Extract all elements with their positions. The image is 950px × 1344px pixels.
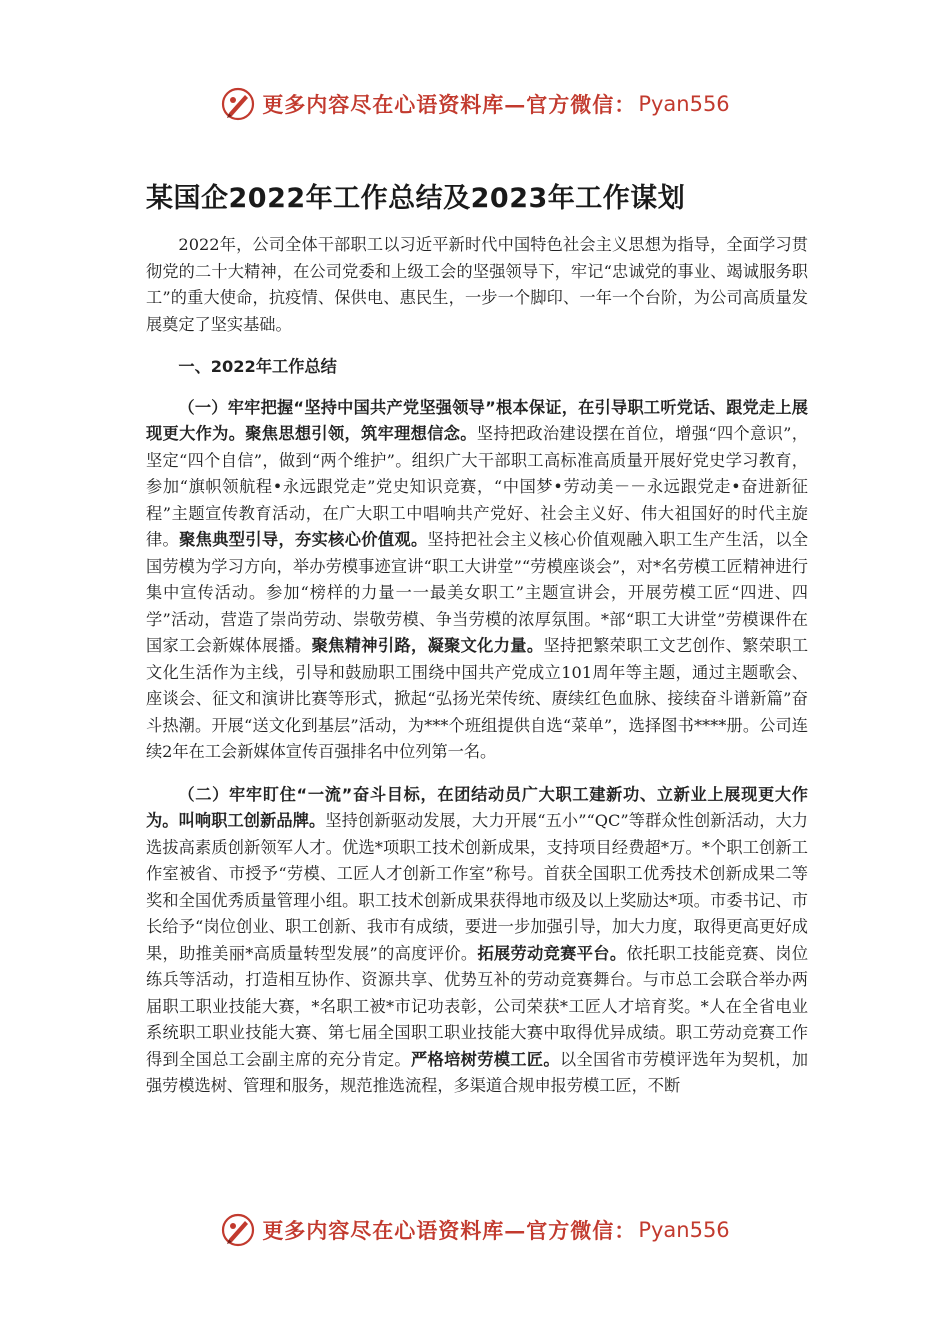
bold-lead: （一）牢牢把握“坚持中国共产党坚强领导”根本保证，在引导职工听党话、跟党走上展现更大作为。聚焦思想引领，筑牢理想信念。 <box>146 397 808 443</box>
bold-lead: 拓展劳动竞赛平台。 <box>477 943 627 963</box>
pen-logo-icon <box>220 86 256 122</box>
header-banner <box>0 82 950 126</box>
bold-lead: 严格培树劳模工匠。 <box>410 1049 560 1069</box>
pen-logo-icon <box>220 1212 256 1248</box>
paragraph-text: 依托职工技能竞赛、岗位练兵等活动，打造相互协作、资源共享、优势互补的劳动竞赛舞台。与市总工会联合举办两届职工职业技能大赛，*名职工被*市记功表彰，公司荣获*工匠人才培育奖。*人在全省电业系统职工职业技能大赛、第七届全国职工职业技能大赛中取得优异成绩。职工劳动竞赛工作得到全国总工会副主席的充分肯定。 <box>146 943 809 1069</box>
banner-text: 更多内容尽在心语资料库—官方微信： <box>262 1218 637 1243</box>
bold-lead: （二）牢牢盯住“一流”奋斗目标，在团结动员广大职工建新功、立新业上展现更大作为。叫响职工创新品牌。 <box>146 784 808 830</box>
paragraph-text: 坚持把政治建设摆在首位，增强“四个意识”，坚定“四个自信”，做到“两个维护”。组织广大干部职工高标准高质量开展好党史学习教育，参加“旗帜领航程•永远跟党走”党史知识竞赛，“中国梦•劳动美－－永远跟党走•奋进新征程”主题宣传教育活动，在广大职工中唱响共产党好、社会主义好、伟大祖国好的时代主旋律。 <box>146 424 808 549</box>
intro-paragraph: 2022年，公司全体干部职工以习近平新时代中国特色社会主义思想为指导，全面学习贯彻党的二十大精神，在公司党委和上级工会的坚强领导下，牢记“忠诚党的事业、竭诚服务职工”的重大使命，抗疫情、保供电、惠民生，一步一个脚印、一年一个台阶，为公司高质量发展奠定了坚实基础。 <box>146 235 808 334</box>
section-heading: 一、2022年工作总结 <box>178 357 337 376</box>
bold-lead: 聚焦精神引路，凝聚文化力量。 <box>311 636 544 655</box>
paragraph-text: 坚持把繁荣职工文艺创作、繁荣职工文化生活作为主线，引导和鼓励职工围绕中国共产党成立101周年等主题，通过主题歌会、座谈会、征文和演讲比赛等形式，掀起“弘扬光荣传统、赓续红色血脉、接续奋斗谱新篇”奋斗热潮。开展“送文化到基层”活动，为***个班组提供自选“菜单”，选择图书****册。公司连续2年在工会新媒体宣传百强排名中位列第一名。 <box>146 636 809 761</box>
footer-banner <box>0 1208 950 1252</box>
banner-wechat-id: Pyan556 <box>638 92 730 116</box>
page-title: 某国企2022年工作总结及2023年工作谋划 <box>146 183 686 214</box>
banner-text: 更多内容尽在心语资料库—官方微信： <box>262 92 637 117</box>
paragraph-text: 坚持创新驱动发展，大力开展“五小”“QC”等群众性创新活动，大力选拔高素质创新领军人才。优选*项职工技术创新成果，支持项目经费超*万。*个职工创新工作室被省、市授予“劳模、工匠人才创新工作室”称号。首获全国职工优秀技术创新成果二等奖和全国优秀质量管理小组。职工技术创新成果获得地市级及以上奖励达*项。市委书记、市长给予“岗位创业、职工创新、我市有成绩，要进一步加强引导，加大力度，取得更高更好成果，助推美丽*高质量转型发展”的高度评价。 <box>146 811 808 963</box>
paragraph-text: 以全国省市劳模评选年为契机，加强劳模选树、管理和服务，规范推选流程，多渠道合规申报劳模工匠，不断 <box>146 1049 809 1095</box>
bold-lead: 聚焦典型引导，夯实核心价值观。 <box>179 530 428 549</box>
paragraph-text: 坚持把社会主义核心价值观融入职工生产生活，以全国劳模为学习方向，举办劳模事迹宣讲“职工大讲堂”“劳模座谈会”，对*名劳模工匠精神进行集中宣传活动。参加“榜样的力量一一最美女职工”主题宣讲会，开展劳模工匠“四进、四学”活动，营造了崇尚劳动、崇敬劳模、争当劳模的浓厚氛围。*部“职工大讲堂”劳模课件在国家工会新媒体展播。 <box>146 530 809 655</box>
banner-wechat-id: Pyan556 <box>638 1218 730 1242</box>
paragraph-1 <box>146 395 808 766</box>
paragraph-2 <box>146 782 808 1100</box>
document-body <box>146 232 808 1116</box>
